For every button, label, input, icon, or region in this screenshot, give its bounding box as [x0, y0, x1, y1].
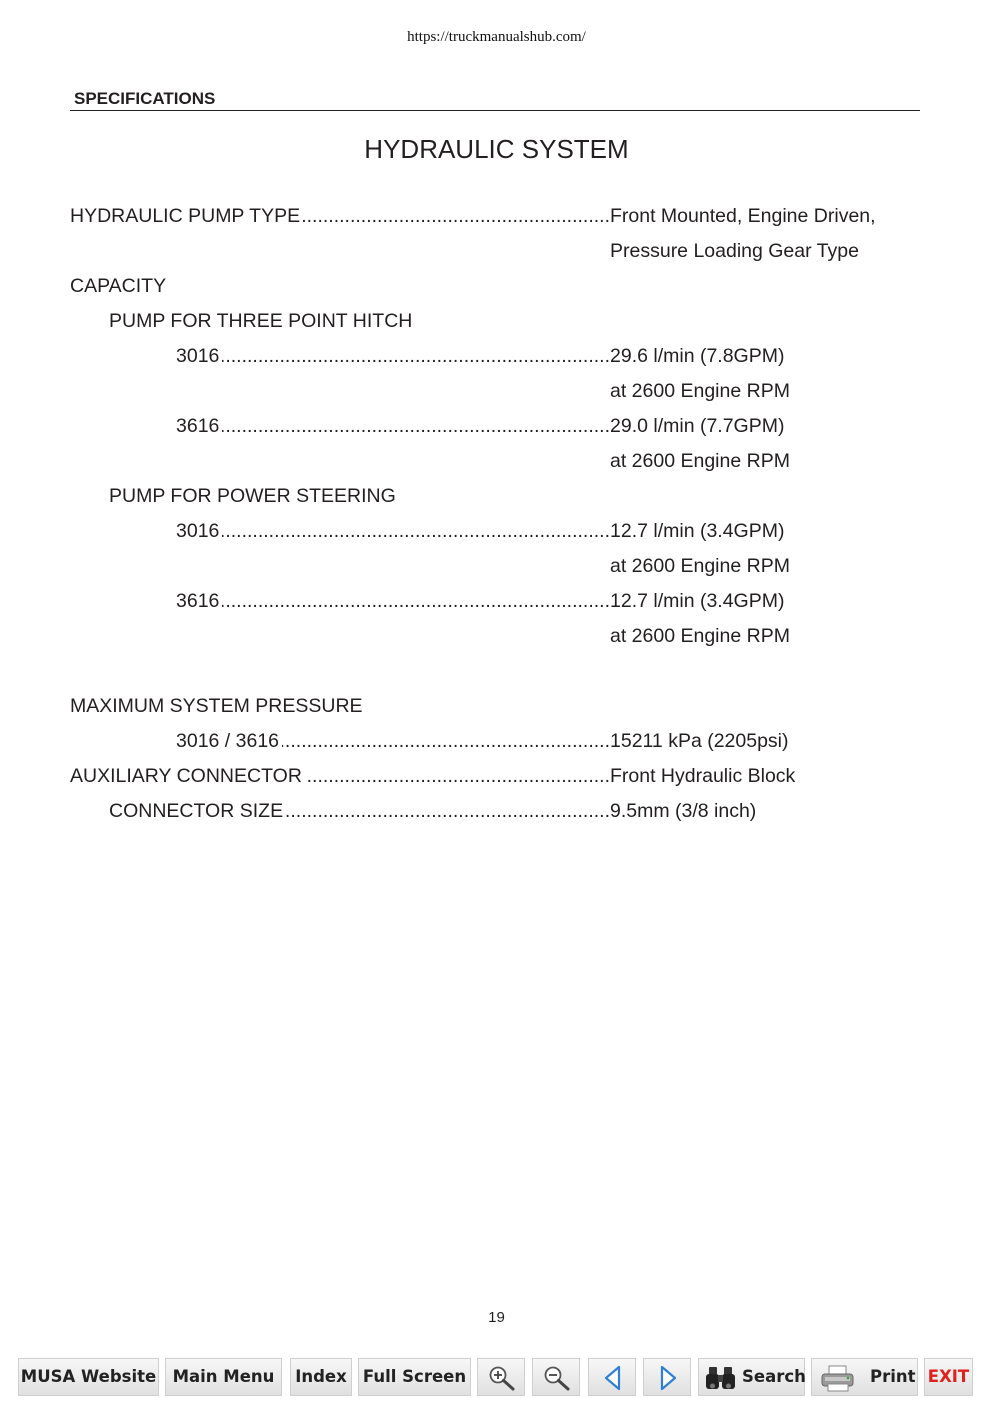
spec-value-tph-3616: 29.0 l/min (7.7GPM): [610, 415, 785, 437]
spec-row-aux-connector: AUXILIARY CONNECTOR .....: [70, 761, 610, 791]
page-number: 19: [488, 1309, 505, 1326]
spec-row-ps-3016: 3016 .....: [176, 516, 610, 546]
spec-row-ps-3616: 3616 .....: [176, 586, 610, 616]
spec-value-max-pressure: 15211 kPa (2205psi): [610, 730, 789, 752]
spec-note-tph-3016: at 2600 Engine RPM: [610, 380, 790, 402]
index-button[interactable]: Index: [290, 1358, 352, 1396]
spec-value-aux-connector: Front Hydraulic Block: [610, 765, 796, 787]
previous-page-button[interactable]: [588, 1358, 636, 1396]
section-title: SPECIFICATIONS: [74, 89, 216, 108]
search-button-label: Search: [742, 1367, 806, 1386]
spec-value-connector-size: 9.5mm (3/8 inch): [610, 800, 757, 822]
spec-value-pump-type-2: Pressure Loading Gear Type: [610, 240, 859, 262]
section-header: [70, 89, 920, 111]
next-page-icon: [658, 1364, 678, 1392]
print-button-label: Print: [870, 1367, 916, 1386]
spec-label-max-pressure: MAXIMUM SYSTEM PRESSURE: [70, 695, 363, 717]
binoculars-icon: [705, 1364, 737, 1392]
printer-icon: [820, 1364, 856, 1392]
page-title: HYDRAULIC SYSTEM: [364, 134, 629, 164]
spec-row-max-pressure-models: 3016 / 3616 .....: [176, 726, 610, 756]
exit-button[interactable]: EXIT: [924, 1358, 973, 1396]
search-button[interactable]: [698, 1358, 805, 1396]
spec-row-connector-size: CONNECTOR SIZE .....: [109, 796, 610, 826]
header-url: https://truckmanualshub.com/: [407, 29, 586, 45]
spec-value-pump-type-1: Front Mounted, Engine Driven,: [610, 205, 876, 227]
previous-page-icon: [603, 1364, 623, 1392]
spec-note-ps-3016: at 2600 Engine RPM: [610, 555, 790, 577]
spec-label-three-point-hitch: PUMP FOR THREE POINT HITCH: [109, 310, 413, 332]
spec-label-power-steering: PUMP FOR POWER STEERING: [109, 485, 396, 507]
spec-value-ps-3016: 12.7 l/min (3.4GPM): [610, 520, 785, 542]
spec-value-tph-3016: 29.6 l/min (7.8GPM): [610, 345, 785, 367]
zoom-out-button[interactable]: [532, 1358, 580, 1396]
spec-label-capacity: CAPACITY: [70, 275, 167, 297]
spec-row-pump-type: HYDRAULIC PUMP TYPE .....: [70, 201, 610, 231]
print-button[interactable]: [811, 1358, 918, 1396]
main-menu-button[interactable]: Main Menu: [165, 1358, 282, 1396]
spec-note-tph-3616: at 2600 Engine RPM: [610, 450, 790, 472]
spec-row-tph-3616: 3616 .....: [176, 411, 610, 441]
next-page-button[interactable]: [643, 1358, 691, 1396]
zoom-in-button[interactable]: [477, 1358, 525, 1396]
zoom-out-icon: [542, 1364, 572, 1392]
spec-note-ps-3616: at 2600 Engine RPM: [610, 625, 790, 647]
spec-value-ps-3616: 12.7 l/min (3.4GPM): [610, 590, 785, 612]
full-screen-button[interactable]: Full Screen: [358, 1358, 471, 1396]
zoom-in-icon: [487, 1364, 517, 1392]
spec-row-tph-3016: 3016 .....: [176, 341, 610, 371]
musa-website-button[interactable]: MUSA Website: [18, 1358, 159, 1396]
